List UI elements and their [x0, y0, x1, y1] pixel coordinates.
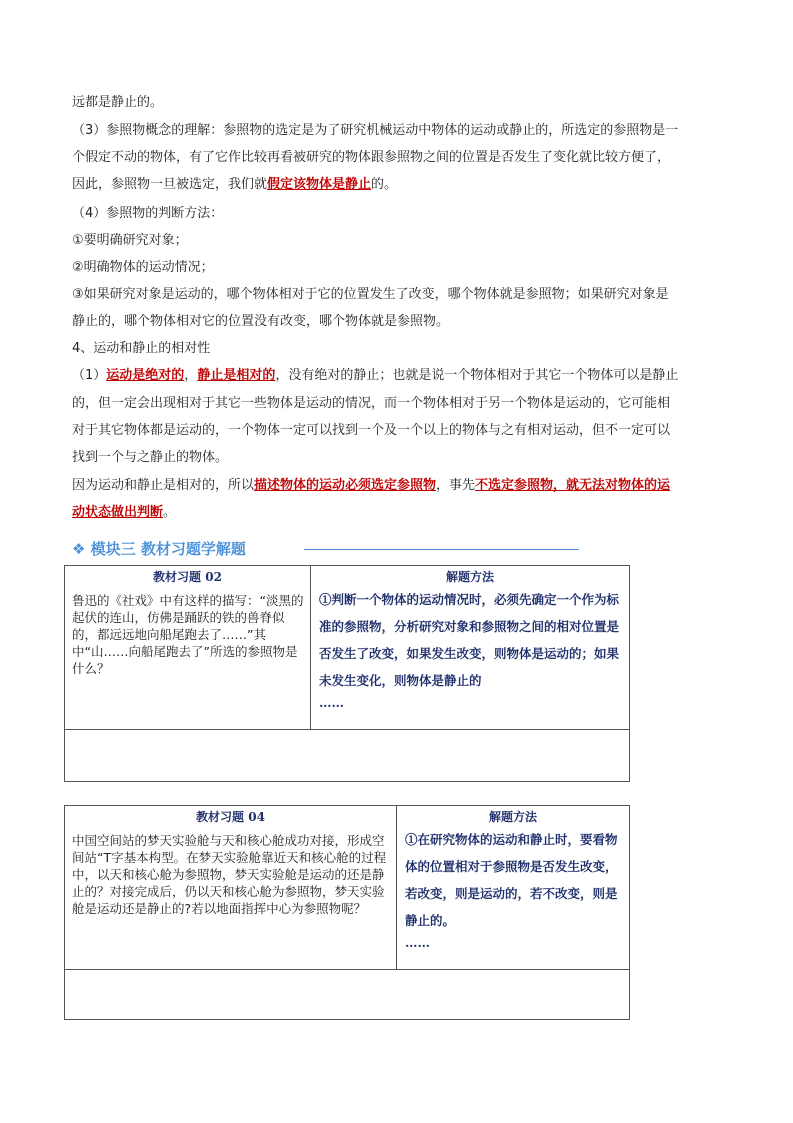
- highlighted-text: 假定该物体是静止: [267, 177, 372, 192]
- text-line: ①要明确研究对象；: [72, 233, 188, 248]
- method-label: 解题方法: [488, 810, 537, 824]
- exercise-label: 教材习题 02: [153, 570, 222, 584]
- text-line: [72, 503, 176, 523]
- highlighted-text: 动状态做出判断: [72, 505, 164, 520]
- section-heading: 4、运动和静止的相对性: [72, 341, 211, 356]
- module-title: ❖ 模块三 教材习题学解题: [72, 540, 246, 558]
- method-label: 解题方法: [445, 570, 494, 584]
- highlighted-text: 静止是相对的: [197, 368, 276, 383]
- text-segment: 因此，参照物一旦被选定，我们就: [72, 177, 268, 192]
- text-segment: （1）: [72, 368, 107, 383]
- text-line: 的，但一定会出现相对于其它一些物体是运动的情况，而一个物体相对于另一个物体是运动的，它可能相: [72, 396, 671, 411]
- answer-cell: [65, 730, 629, 781]
- text-line: （3）参照物概念的理解：参照物的选定是为了研究机械运动中物体的运动或静止的，所选定的参照物是一: [72, 123, 679, 138]
- method-text: ①判断一个物体的运动情况时，必须先确定一个作为标准的参照物，分析研究对象和参照物之间的相对位置是否发生了改变，如果发生改变，则物体是运动的；如果未发生变化，则物体是静止的: [319, 592, 620, 688]
- text-line: [72, 175, 397, 195]
- text-line: 静止的，哪个物体相对它的位置没有改变，哪个物体就是参照物。: [72, 314, 450, 329]
- module-divider: [304, 549, 579, 550]
- method-cell: [397, 806, 629, 970]
- question-text: 中国空间站的梦天实验舱与天和核心舱成功对接，形成空间站“T字基本构型。在梦天实验舱靠近天和核心舱的过程中，以天和核心舱为参照物，梦天实验舱是运动的还是静止的？对接完成后，仍以天和核心舱为参照物，梦天实验舱是运动还是静止的?若以地面指挥中心为参照物呢？: [72, 833, 387, 916]
- method-text: ①在研究物体的运动和静止时，要看物体的位置相对于参照物是否发生改变，若改变，则是运动的，若不改变，则是静止的。: [405, 832, 618, 928]
- method-ellipsis: ……: [319, 695, 344, 710]
- exercise-table-02: [64, 565, 630, 782]
- highlighted-text: 描述物体的运动必须选定参照物: [254, 478, 437, 493]
- highlighted-text: 运动是绝对的: [106, 368, 185, 383]
- method-cell: [311, 566, 629, 730]
- text-segment: 因为运动和静止是相对的，所以: [72, 478, 255, 493]
- text-line: [72, 366, 678, 386]
- text-segment: 。: [163, 505, 177, 520]
- text-segment: ，: [184, 368, 198, 383]
- text-line: （4）参照物的判断方法：: [72, 206, 224, 221]
- text-line: ②明确物体的运动情况；: [72, 260, 214, 275]
- text-line: ③如果研究对象是运动的，哪个物体相对于它的位置发生了改变，哪个物体就是参照物；如果研究对象是: [72, 287, 669, 302]
- text-line: [72, 476, 670, 496]
- text-line: 远都是静止的。: [72, 95, 164, 110]
- answer-cell: [65, 970, 629, 1019]
- text-segment: ，没有绝对的静止；也就是说一个物体相对于其它一个物体可以是静止: [275, 368, 679, 383]
- module-header: [72, 537, 592, 561]
- question-text: 鲁迅的《社戏》中有这样的描写：“淡黑的起伏的连山，仿佛是踊跃的铁的兽脊似的，都远远地向船尾跑去了……”其中“山……向船尾跑去了”所选的参照物是什么？: [72, 593, 304, 676]
- method-ellipsis: ……: [405, 935, 430, 950]
- question-cell: [65, 806, 397, 970]
- highlighted-text: 不选定参照物，就无法对物体的运: [475, 478, 671, 493]
- text-segment: 的。: [371, 177, 398, 192]
- exercise-table-04: [64, 805, 630, 1020]
- text-segment: ，事先: [436, 478, 476, 493]
- question-cell: [65, 566, 311, 730]
- text-line: 找到一个与之静止的物体。: [72, 450, 229, 465]
- exercise-label: 教材习题 04: [196, 810, 265, 824]
- text-line: 个假定不动的物体，有了它作比较再看被研究的物体跟参照物之间的位置是否发生了变化就比较方便了，: [72, 150, 671, 165]
- text-line: 对于其它物体都是运动的，一个物体一定可以找到一个及一个以上的物体与之有相对运动，但不一定可以: [72, 423, 671, 438]
